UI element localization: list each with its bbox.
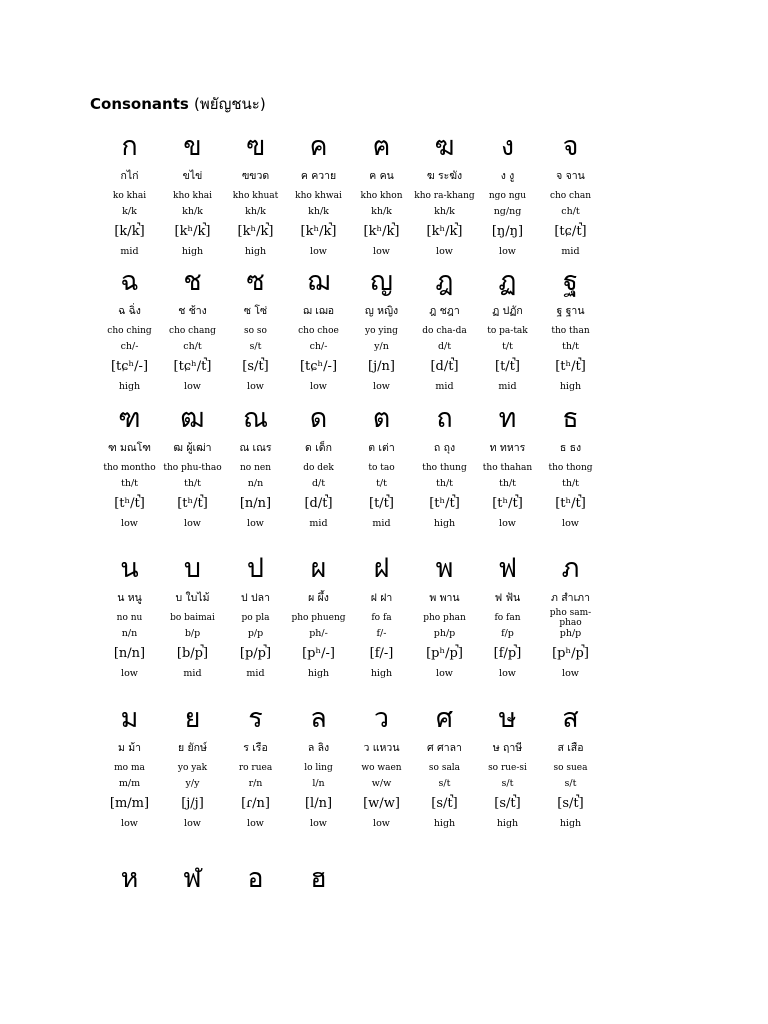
thai-letter: ณ	[242, 403, 269, 434]
ipa: [w/w]	[363, 796, 400, 811]
romanized-name: tho phu-thao	[163, 463, 222, 473]
romanized-name: tho thung	[422, 463, 467, 473]
consonant-cell	[287, 864, 350, 904]
letter-name: ฒ ผู้เฒ่า	[173, 441, 212, 454]
consonant-cell	[224, 704, 287, 864]
letter-name: ถ ถุง	[433, 441, 456, 454]
consonant-cell	[161, 267, 224, 404]
consonant-cell	[287, 132, 350, 267]
transliteration: p/p	[247, 628, 264, 639]
thai-letter: ภ	[561, 553, 580, 584]
tone-class: high	[307, 668, 330, 679]
letter-name: ฝ ฝา	[370, 591, 393, 604]
thai-letter: ฌ	[306, 266, 331, 297]
ipa: [s/t̚]	[242, 359, 269, 374]
transliteration: kh/k	[182, 206, 203, 217]
tone-class: low	[499, 518, 516, 529]
tone-class: high	[496, 818, 519, 829]
tone-class: low	[373, 381, 390, 392]
romanized-name: mo ma	[114, 763, 145, 773]
transliteration: s/t	[249, 341, 262, 352]
romanized-name: cho choe	[298, 326, 339, 336]
tone-class: mid	[120, 246, 139, 257]
tone-class: high	[118, 381, 141, 392]
tone-class: low	[373, 246, 390, 257]
romanized-name: fo fan	[494, 613, 521, 623]
romanized-name: kho khuat	[232, 191, 279, 201]
transliteration: th/t	[499, 478, 516, 489]
tone-class: low	[499, 246, 516, 257]
letter-name: ต เต่า	[368, 441, 395, 454]
consonant-cell	[350, 554, 413, 704]
transliteration: k/k	[122, 206, 137, 217]
ipa: [tɕʰ/t̚]	[173, 359, 212, 374]
consonant-cell	[98, 404, 161, 554]
thai-letter: จ	[562, 131, 579, 162]
romanized-name: so suea	[553, 763, 588, 773]
consonant-cell	[161, 864, 224, 904]
letter-name: ฆ ระฆัง	[426, 169, 463, 182]
tone-class: high	[433, 518, 456, 529]
ipa: [kʰ/k̚]	[174, 224, 211, 239]
letter-name: ฃขวด	[241, 169, 270, 182]
consonant-row	[98, 267, 602, 404]
ipa: [tʰ/t̚]	[492, 496, 523, 511]
romanized-name: do dek	[303, 463, 334, 473]
romanized-name: do cha-da	[422, 326, 467, 336]
letter-name: ย ยักษ์	[178, 741, 207, 754]
thai-letter: ง	[500, 131, 515, 162]
letter-name: ส เสือ	[557, 741, 584, 754]
romanized-name: yo yak	[177, 763, 208, 773]
tone-class: low	[562, 668, 579, 679]
tone-class: mid	[435, 381, 454, 392]
romanized-name: so rue-si	[488, 763, 527, 773]
transliteration: m/m	[118, 778, 141, 789]
consonant-cell	[161, 132, 224, 267]
ipa: [tʰ/t̚]	[555, 496, 586, 511]
letter-name: ฑ มณโฑ	[107, 441, 152, 454]
letter-name: ด เด็ก	[305, 441, 332, 454]
romanized-name: pho sam-phao	[549, 608, 592, 628]
letter-name: กไก่	[120, 169, 139, 182]
consonant-cell	[98, 554, 161, 704]
consonant-cell	[224, 267, 287, 404]
consonant-cell	[161, 404, 224, 554]
consonant-cell	[350, 704, 413, 864]
ipa: [f/-]	[369, 646, 394, 661]
romanized-name: to tao	[368, 463, 395, 473]
consonant-cell	[476, 554, 539, 704]
consonant-cell	[350, 267, 413, 404]
romanized-name: cho chan	[549, 191, 592, 201]
letter-name: น หนู	[117, 591, 142, 604]
transliteration: th/t	[562, 341, 579, 352]
consonant-cell	[539, 704, 602, 864]
thai-letter: ต	[372, 403, 391, 434]
consonant-cell	[224, 404, 287, 554]
ipa: [kʰ/k̚]	[300, 224, 337, 239]
thai-letter: ศ	[435, 703, 454, 734]
tone-class: high	[181, 246, 204, 257]
tone-class: mid	[246, 668, 265, 679]
consonant-cell	[413, 704, 476, 864]
consonant-cell	[539, 267, 602, 404]
thai-letter: ฐ	[563, 266, 578, 297]
letter-name: ฌ เฌอ	[302, 304, 335, 317]
consonant-row	[98, 554, 602, 704]
tone-class: mid	[498, 381, 517, 392]
consonant-cell	[539, 132, 602, 267]
romanized-name: yo ying	[365, 326, 398, 336]
romanized-name: tho thong	[548, 463, 593, 473]
tone-class: low	[184, 518, 201, 529]
transliteration: n/n	[121, 628, 138, 639]
transliteration: th/t	[121, 478, 138, 489]
thai-letter: ฎ	[435, 266, 454, 297]
letter-name: ผ ผึ้ง	[308, 591, 329, 604]
ipa: [ɾ/n]	[241, 796, 270, 811]
tone-class: low	[184, 818, 201, 829]
romanized-name: so sala	[428, 763, 461, 773]
thai-letter: ฆ	[434, 131, 455, 162]
ipa: [s/t̚]	[557, 796, 584, 811]
tone-class: low	[247, 381, 264, 392]
romanized-name: tho than	[551, 326, 590, 336]
transliteration: kh/k	[434, 206, 455, 217]
tone-class: low	[121, 518, 138, 529]
ipa: [b/p̚]	[176, 646, 209, 661]
thai-letter: ธ	[562, 403, 579, 434]
consonant-cell	[476, 704, 539, 864]
tone-class: low	[310, 246, 327, 257]
tone-class: low	[373, 818, 390, 829]
consonant-cell	[98, 864, 161, 904]
consonant-cell	[287, 267, 350, 404]
tone-class: low	[310, 818, 327, 829]
transliteration: y/y	[185, 778, 200, 789]
romanized-name: bo baimai	[170, 613, 215, 623]
transliteration: ng/ng	[493, 206, 522, 217]
tone-class: low	[121, 818, 138, 829]
ipa: [pʰ/-]	[302, 646, 335, 661]
consonant-cell	[161, 704, 224, 864]
tone-class: low	[247, 818, 264, 829]
letter-name: จ จาน	[556, 169, 585, 182]
thai-letter: ช	[183, 266, 202, 297]
consonant-row	[98, 704, 602, 864]
thai-letter: ย	[184, 703, 201, 734]
thai-letter: ท	[498, 403, 517, 434]
ipa: [j/j]	[181, 796, 204, 811]
ipa: [pʰ/p̚]	[426, 646, 463, 661]
letter-name: ช ช้าง	[178, 304, 207, 317]
transliteration: th/t	[436, 478, 453, 489]
thai-letter: ม	[120, 703, 139, 734]
romanized-name: wo waen	[361, 763, 402, 773]
romanized-name: kho khwai	[295, 191, 342, 201]
consonant-cell	[224, 864, 287, 904]
transliteration: n/n	[247, 478, 264, 489]
thai-letter: ค	[309, 131, 328, 162]
thai-letter: ฝ	[373, 553, 390, 584]
letter-name: ฏ ปฏัก	[492, 304, 523, 317]
tone-class: low	[247, 518, 264, 529]
letter-name: ล ลิง	[307, 741, 330, 754]
ipa: [s/t̚]	[431, 796, 458, 811]
thai-letter: ฮ	[310, 863, 327, 894]
thai-letter: ฉ	[120, 266, 139, 297]
romanized-name: kho ra-khang	[414, 191, 475, 201]
ipa: [kʰ/k̚]	[237, 224, 274, 239]
letter-name: ธ ธง	[559, 441, 582, 454]
ipa: [n/n]	[239, 496, 272, 511]
letter-name: ร เรือ	[243, 741, 268, 754]
consonant-cell	[413, 267, 476, 404]
romanized-name: pho phueng	[291, 613, 346, 623]
tone-class: mid	[372, 518, 391, 529]
letter-name: ภ สำเภา	[551, 591, 590, 604]
thai-letter: บ	[183, 553, 202, 584]
romanized-name: cho chang	[169, 326, 216, 336]
thai-letter: พ	[435, 553, 454, 584]
consonant-cell	[539, 554, 602, 704]
tone-class: high	[370, 668, 393, 679]
ipa: [tɕ/t̚]	[554, 224, 587, 239]
romanized-name: po pla	[241, 613, 270, 623]
consonant-cell	[476, 132, 539, 267]
letter-name: พ พาน	[429, 591, 460, 604]
transliteration: w/w	[371, 778, 392, 789]
letter-name: ฟ ฟัน	[494, 591, 521, 604]
page-title	[90, 92, 266, 116]
ipa: [p/p̚]	[239, 646, 272, 661]
transliteration: th/t	[184, 478, 201, 489]
consonant-cell	[350, 404, 413, 554]
tone-class: high	[244, 246, 267, 257]
letter-name: ขไข่	[182, 169, 203, 182]
thai-letter: ญ	[369, 266, 393, 297]
tone-class: mid	[309, 518, 328, 529]
tone-class: high	[433, 818, 456, 829]
ipa: [s/t̚]	[494, 796, 521, 811]
consonant-cell	[287, 554, 350, 704]
transliteration: s/t	[501, 778, 514, 789]
transliteration: ph/p	[559, 628, 582, 639]
romanized-name: kho khai	[172, 191, 213, 201]
tone-class: high	[559, 818, 582, 829]
transliteration: ph/-	[309, 628, 328, 639]
consonant-row	[98, 404, 602, 554]
thai-letter: ผ	[310, 553, 327, 584]
tone-class: low	[121, 668, 138, 679]
consonant-cell	[287, 404, 350, 554]
letter-name: ษ ฤาษี	[492, 741, 523, 754]
transliteration: r/n	[248, 778, 263, 789]
ipa: [ŋ/ŋ]	[491, 224, 524, 239]
thai-letter: ฅ	[372, 131, 391, 162]
romanized-name: to pa-tak	[487, 326, 528, 336]
thai-letter: ส	[562, 703, 579, 734]
letter-name: ค ควาย	[300, 169, 337, 182]
romanized-name: lo ling	[304, 763, 333, 773]
letter-name: ท ทหาร	[489, 441, 526, 454]
transliteration: kh/k	[245, 206, 266, 217]
ipa: [d/t̚]	[304, 496, 333, 511]
transliteration: s/t	[438, 778, 451, 789]
ipa: [tɕʰ/-]	[110, 359, 149, 374]
ipa: [d/t̚]	[430, 359, 459, 374]
ipa: [tʰ/t̚]	[114, 496, 145, 511]
consonant-cell	[413, 132, 476, 267]
title-thai: (พยัญชนะ)	[194, 95, 266, 113]
consonant-cell	[287, 704, 350, 864]
ipa: [tʰ/t̚]	[555, 359, 586, 374]
letter-name: ฉ ฉิ่ง	[118, 304, 141, 317]
transliteration: th/t	[562, 478, 579, 489]
romanized-name: no nen	[240, 463, 271, 473]
romanized-name: cho ching	[107, 326, 152, 336]
thai-letter: ก	[121, 131, 138, 162]
letter-name: ณ เณร	[239, 441, 272, 454]
transliteration: ch/t	[561, 206, 580, 217]
romanized-name: ko khai	[112, 191, 147, 201]
thai-letter: ป	[246, 553, 265, 584]
transliteration: t/t	[376, 478, 387, 489]
consonant-cell	[539, 404, 602, 554]
romanized-name: fo fa	[371, 613, 392, 623]
letter-name: ป ปลา	[241, 591, 270, 604]
transliteration: ph/p	[433, 628, 456, 639]
transliteration: kh/k	[371, 206, 392, 217]
transliteration: f/-	[376, 628, 387, 639]
tone-class: low	[436, 246, 453, 257]
consonant-cell	[350, 132, 413, 267]
transliteration: ch/-	[120, 341, 139, 352]
letter-name: ฅ คน	[369, 169, 394, 182]
title-label: Consonants	[90, 95, 189, 113]
thai-letter: ห	[120, 863, 139, 894]
consonant-cell	[224, 132, 287, 267]
transliteration: d/t	[437, 341, 452, 352]
thai-letter: น	[120, 553, 139, 584]
consonant-cell	[161, 554, 224, 704]
consonant-row	[98, 132, 602, 267]
thai-letter: ฒ	[180, 403, 205, 434]
letter-name: ญ หญิง	[364, 304, 399, 317]
letter-name: บ ใบไม้	[175, 591, 210, 604]
ipa: [kʰ/k̚]	[426, 224, 463, 239]
ipa: [j/n]	[368, 359, 395, 374]
transliteration: d/t	[311, 478, 326, 489]
thai-letter: ว	[373, 703, 390, 734]
consonant-cell	[413, 554, 476, 704]
consonant-cell	[476, 404, 539, 554]
romanized-name: pho phan	[423, 613, 466, 623]
letter-name: ศ ศาลา	[427, 741, 462, 754]
letter-name: ซ โซ่	[243, 304, 268, 317]
ipa: [m/m]	[109, 796, 150, 811]
letter-name: ฎ ชฎา	[429, 304, 460, 317]
ipa: [tʰ/t̚]	[177, 496, 208, 511]
thai-letter: ฑ	[118, 403, 141, 434]
consonant-table	[98, 132, 602, 904]
tone-class: high	[559, 381, 582, 392]
transliteration: t/t	[502, 341, 513, 352]
consonant-cell	[98, 267, 161, 404]
thai-letter: ถ	[436, 403, 453, 434]
letter-name: ง งู	[500, 169, 515, 182]
consonant-cell	[413, 404, 476, 554]
consonant-cell	[224, 554, 287, 704]
ipa: [f/p̚]	[493, 646, 522, 661]
transliteration: kh/k	[308, 206, 329, 217]
tone-class: mid	[183, 668, 202, 679]
ipa: [tʰ/t̚]	[429, 496, 460, 511]
tone-class: low	[184, 381, 201, 392]
transliteration: ch/t	[183, 341, 202, 352]
thai-letter: ฏ	[498, 266, 517, 297]
thai-letter: ล	[310, 703, 327, 734]
ipa: [l/n]	[304, 796, 333, 811]
transliteration: b/p	[184, 628, 201, 639]
consonant-cell	[98, 132, 161, 267]
ipa: [n/n]	[113, 646, 146, 661]
tone-class: low	[562, 518, 579, 529]
thai-letter: อ	[247, 863, 264, 894]
consonant-row-last	[98, 864, 602, 904]
romanized-name: tho montho	[103, 463, 156, 473]
thai-letter: ฬ	[183, 863, 202, 894]
romanized-name: ro ruea	[238, 763, 273, 773]
transliteration: l/n	[312, 778, 325, 789]
transliteration: ch/-	[309, 341, 328, 352]
consonant-cell	[98, 704, 161, 864]
thai-letter: ษ	[498, 703, 517, 734]
transliteration: y/n	[374, 341, 389, 352]
ipa: [t/t̚]	[495, 359, 520, 374]
tone-class: low	[499, 668, 516, 679]
romanized-name: ngo ngu	[488, 191, 527, 201]
letter-name: ฐ ฐาน	[556, 304, 585, 317]
ipa: [tɕʰ/-]	[299, 359, 338, 374]
thai-letter: ซ	[246, 266, 265, 297]
consonant-cell	[476, 267, 539, 404]
letter-name: ว แหวน	[363, 741, 400, 754]
romanized-name: tho thahan	[482, 463, 533, 473]
tone-class: low	[310, 381, 327, 392]
ipa: [t/t̚]	[369, 496, 394, 511]
tone-class: low	[436, 668, 453, 679]
thai-letter: ร	[248, 703, 263, 734]
thai-letter: ฃ	[245, 131, 266, 162]
tone-class: mid	[561, 246, 580, 257]
thai-letter: ข	[183, 131, 202, 162]
transliteration: f/p	[501, 628, 514, 639]
transliteration: s/t	[564, 778, 577, 789]
thai-letter: ด	[309, 403, 328, 434]
letter-name: ม ม้า	[117, 741, 142, 754]
ipa: [pʰ/p̚]	[552, 646, 589, 661]
romanized-name: kho khon	[360, 191, 403, 201]
ipa: [k/k̚]	[114, 224, 145, 239]
ipa: [kʰ/k̚]	[363, 224, 400, 239]
romanized-name: no nu	[116, 613, 143, 623]
thai-letter: ฟ	[497, 553, 518, 584]
romanized-name: so so	[244, 326, 267, 336]
